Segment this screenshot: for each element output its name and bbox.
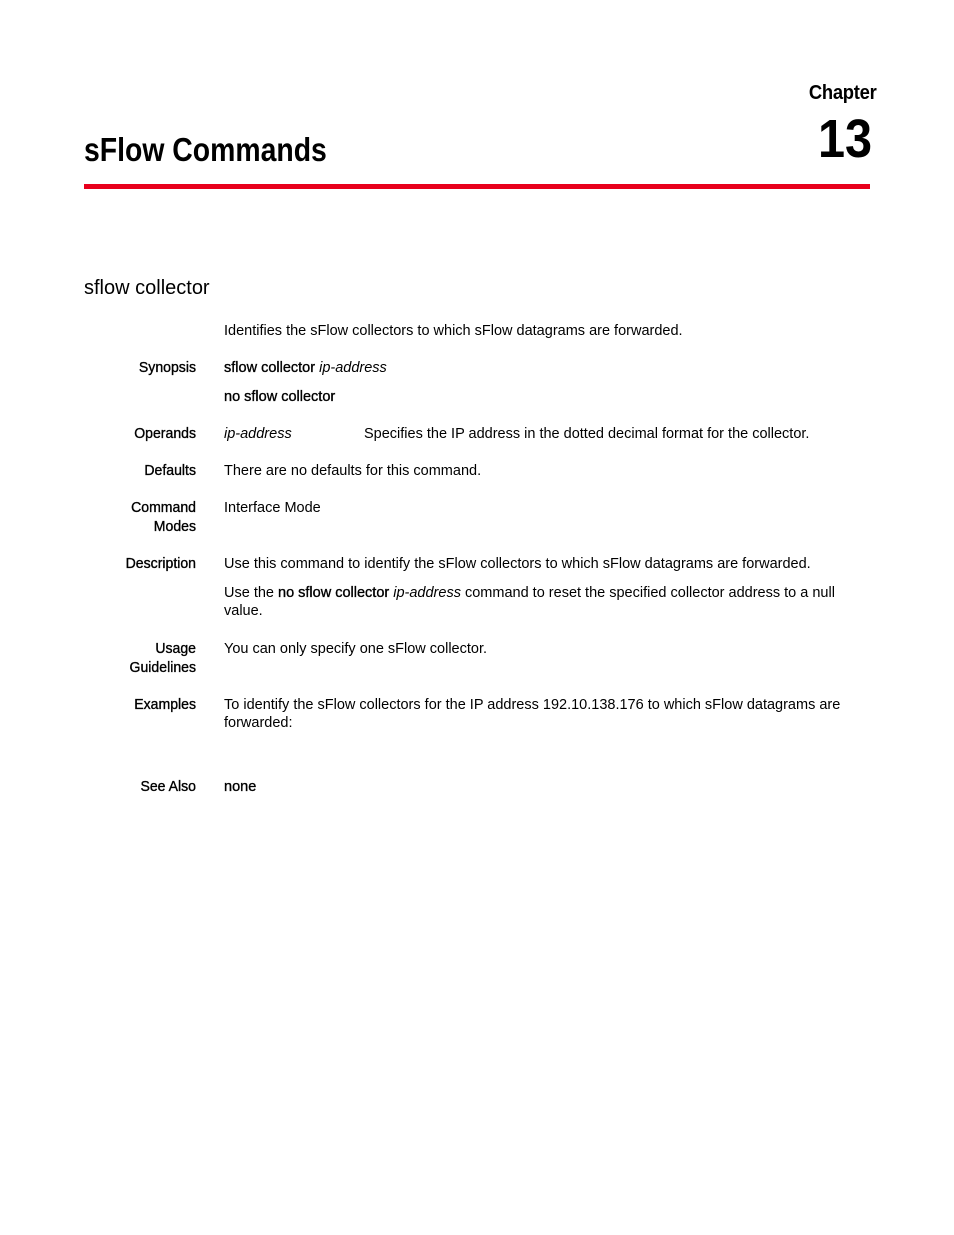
command-modes-text: Interface Mode <box>224 500 321 516</box>
usage-label-line-2: Guidelines <box>129 660 196 676</box>
description-para-1: Use this command to identify the sFlow collectors to which sFlow datagrams are forwarded. <box>224 556 811 572</box>
operands-label: Operands <box>134 426 196 442</box>
description-para-2 <box>224 584 870 620</box>
usage-label-line-1: Usage <box>155 641 196 657</box>
see-also-text: none <box>224 779 257 795</box>
examples-label: Examples <box>134 697 196 713</box>
synopsis-line-2: no sflow collector <box>224 389 336 405</box>
chapter-title-rule <box>84 184 870 189</box>
chapter-title: sFlow Commands <box>84 131 327 168</box>
synopsis-argument: ip-address <box>319 360 387 376</box>
operand-description: Specifies the IP address in the dotted decimal format for the collector. <box>364 426 810 442</box>
description-para-2-command: no sflow collector <box>278 585 390 601</box>
defaults-text: There are no defaults for this command. <box>224 463 482 479</box>
command-modes-label-line-2: Modes <box>153 519 196 535</box>
synopsis-label: Synopsis <box>138 360 196 376</box>
synopsis-command: sflow collector <box>224 360 316 376</box>
section-title: sflow collector <box>84 277 210 299</box>
operand-name: ip-address <box>224 426 292 442</box>
description-label: Description <box>125 556 196 572</box>
description-para-2-post: command to reset the specified collector address to a null value. <box>224 585 835 619</box>
synopsis-line-1 <box>224 359 870 377</box>
chapter-label: Chapter <box>808 82 876 104</box>
command-modes-label <box>87 499 196 537</box>
see-also-label: See Also <box>140 779 196 795</box>
description-para-2-argument: ip-address <box>393 585 461 601</box>
defaults-label: Defaults <box>144 463 196 479</box>
chapter-number: 13 <box>817 109 872 169</box>
examples-text: To identify the sFlow collectors for the IP address 192.10.138.176 to which sFlow datagrams are forwarded: <box>224 697 841 731</box>
usage-text: You can only specify one sFlow collector. <box>224 641 488 657</box>
section-intro: Identifies the sFlow collectors to which sFlow datagrams are forwarded. <box>224 323 683 339</box>
command-modes-label-line-1: Command <box>131 500 196 516</box>
description-para-2-pre: Use the <box>224 585 278 601</box>
usage-label <box>87 640 196 678</box>
